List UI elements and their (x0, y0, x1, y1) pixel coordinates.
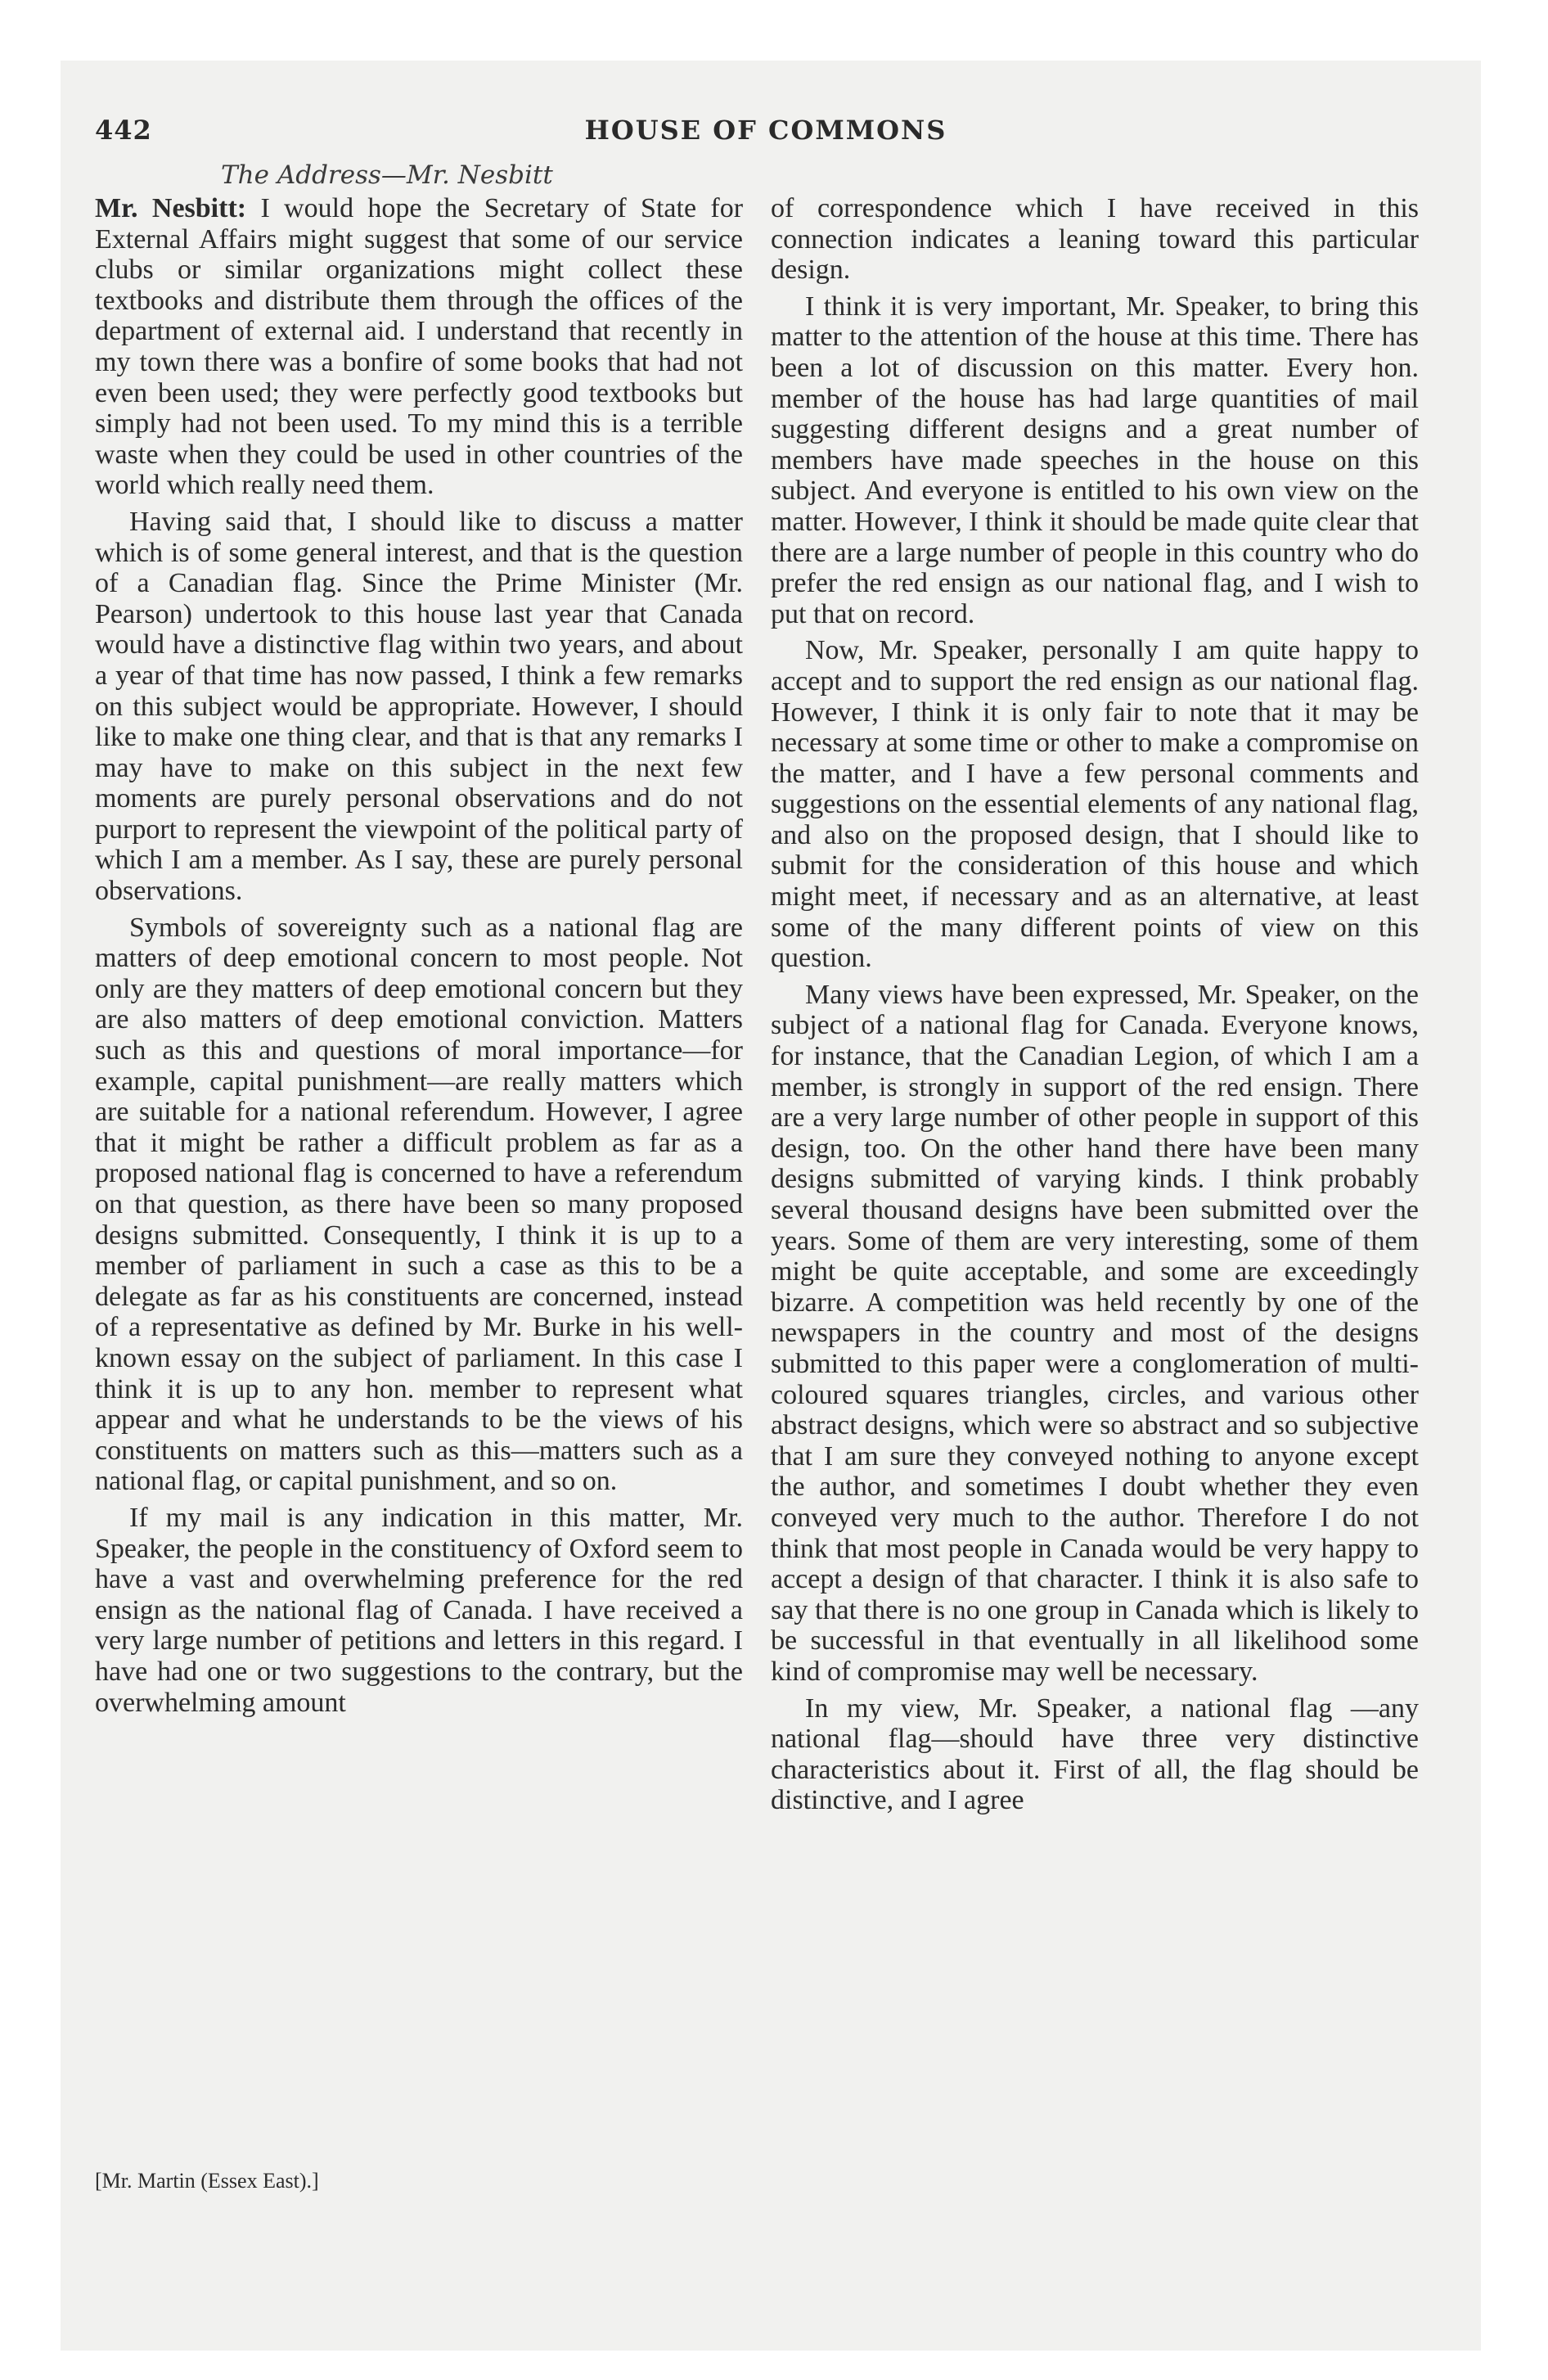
paragraph: Having said that, I should like to discuss a matter which is of some general interest, and that is the question of a Canadian flag. Since the Prime Minister (Mr. Pearson) undertook to this house last year that Canada would have a distinctive flag within two years, and about a year of that time has now passed, I think a few remarks on this subject would be appropriate. However, I should like to make one thing clear, and that is that any remarks I may have to make on this subject in the next few moments are purely personal observations and do not purport to represent the viewpoint of the political party of which I am a member. As I say, these are purely personal observations. (95, 506, 743, 907)
left-column (95, 193, 743, 1724)
paragraph: of correspondence which I have received in this connection indicates a leaning toward this particular design. (771, 193, 1419, 286)
footer-note: [Mr. Martin (Essex East).] (95, 2169, 319, 2193)
page-number: 442 (95, 115, 152, 146)
paragraph: I think it is very important, Mr. Speaker, to bring this matter to the attention of the house at this time. There has been a lot of discussion on this matter. Every hon. member of the house has had large quantities of mail suggesting different designs and a great number of members have made speeches in the house on this subject. And everyone is entitled to his own view on the matter. However, I think it should be made quite clear that there are a large number of people in this country who do prefer the red ensign as our national flag, and I wish to put that on record. (771, 291, 1419, 629)
paragraph: Now, Mr. Speaker, personally I am quite happy to accept and to support the red ensign as our national flag. However, I think it is only fair to note that it may be necessary at some time or other to make a compromise on the matter, and I have a few personal comments and suggestions on the essential elements of any national flag, and also on the proposed design, that I should like to submit for the consideration of this house and which might meet, if necessary and as an alternative, at least some of the many different points of view on this question. (771, 635, 1419, 974)
speaker-name: Mr. Nesbitt: (95, 193, 247, 223)
paragraph: If my mail is any indication in this matter, Mr. Speaker, the people in the constituency of Oxford seem to have a vast and overwhelming preference for the red ensign as the national flag of Canada. I have received a very large number of petitions and letters in this regard. I have had one or two suggestions to the contrary, but the overwhelming amount (95, 1502, 743, 1718)
right-column (771, 193, 1419, 1822)
paragraph-text: I would hope the Secretary of State for External Affairs might suggest that some of our service clubs or similar organizations might collect these textbooks and distribute them through the offices of the department of external aid. I understand that recently in my town there was a bonfire of some books that had not even been used; they were perfectly good textbooks but simply had not been used. To my mind this is a terrible waste when they could be used in other countries of the world which really need them. (95, 193, 744, 501)
page-title: HOUSE OF COMMONS (584, 115, 947, 146)
paragraph (95, 193, 743, 501)
page-header (95, 115, 1437, 156)
running-head: The Address—Mr. Nesbitt (221, 160, 553, 190)
paragraph: In my view, Mr. Speaker, a national flag —any national flag—should have three very distinctive characteristics about it. First of all, the flag should be distinctive, and I agree (771, 1693, 1419, 1816)
paragraph: Symbols of sovereignty such as a national flag are matters of deep emotional concern to most people. Not only are they matters of deep emotional concern but they are also matters of deep emotional conviction. Matters such as this and questions of moral importance—for example, capital punishment—are really matters which are suitable for a national referendum. However, I agree that it might be rather a difficult problem as far as a proposed national flag is concerned to have a referendum on that question, as there have been so many proposed designs submitted. Consequently, I think it is up to a member of parliament in such a case as this to be a delegate as far as his constituents are concerned, instead of a representative as defined by Mr. Burke in his well-known essay on the subject of parliament. In this case I think it is up to any hon. member to represent what appear and what he understands to be the views of his constituents on matters such as this—matters such as a national flag, or capital punishment, and so on. (95, 912, 743, 1497)
paragraph: Many views have been expressed, Mr. Speaker, on the subject of a national flag for Canada. Everyone knows, for instance, that the Canadian Legion, of which I am a member, is strongly in support of the red ensign. There are a very large number of other people in support of this design, too. On the other hand there have been many designs submitted of varying kinds. I think probably several thousand designs have been submitted over the years. Some of them are very interesting, some of them might be quite acceptable, and some are exceedingly bizarre. A competition was held recently by one of the newspapers in the country and most of the designs submitted to this paper were a conglomeration of multi-coloured squares triangles, circles, and various other abstract designs, which were so abstract and so subjective that I am sure they conveyed nothing to anyone except the author, and sometimes I doubt whether they even conveyed very much to the author. Therefore I do not think that most people in Canada would be very happy to accept a design of that character. I think it is also safe to say that there is no one group in Canada which is likely to be successful in that eventually in all likelihood some kind of compromise may well be necessary. (771, 979, 1419, 1687)
